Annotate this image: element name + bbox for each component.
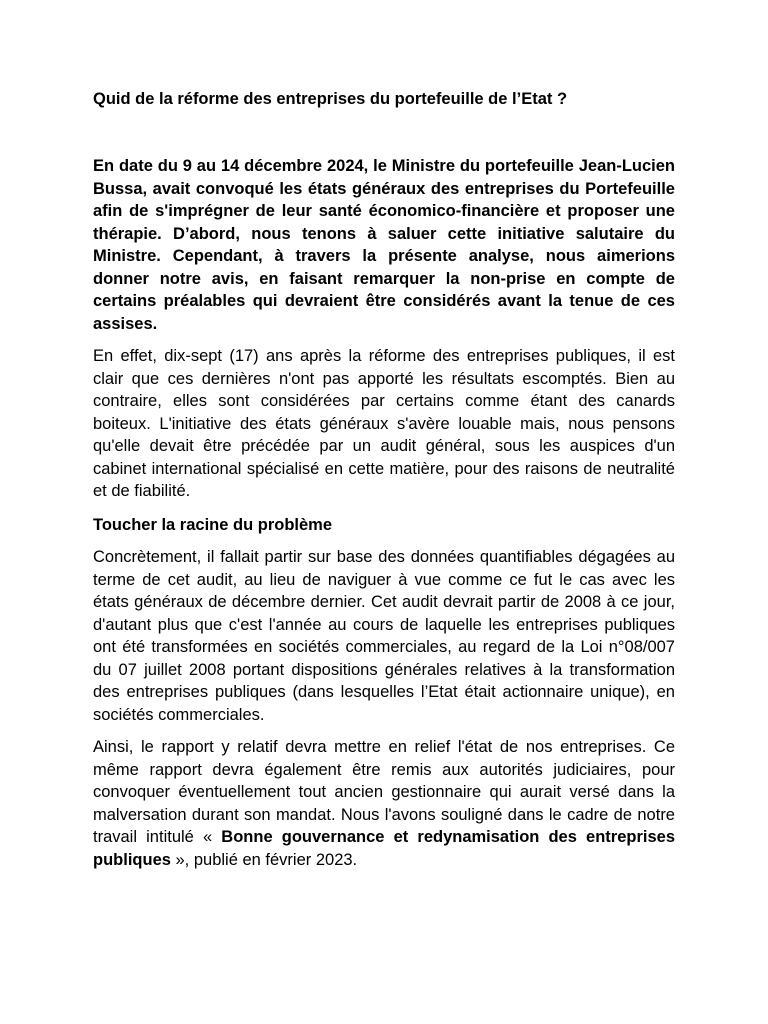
paragraph-2: Concrètement, il fallait partir sur base des données quantifiables dégagées au terme de cet audit, au lieu de naviguer à vue comme ce fut le cas avec les états généraux de décembre dernier. Cet audit devrait partir de 2008 à ce jour, d'autant plus que c'est l'année au cours de laquelle les entreprises publiques ont été transformées en sociétés commerciales, au regard de la Loi n°08/007 du 07 juillet 2008 portant dispositions générales relatives à la transformation des entreprises publiques (dans lesquelles l’Etat était actionnaire unique), en sociétés commerciales. [93, 548, 675, 724]
paragraph-1: En effet, dix-sept (17) ans après la réforme des entreprises publiques, il est clair que ces dernières n'ont pas apporté les résultats escomptés. Bien au contraire, elles sont considérées par certains comme étant des canards boiteux. L'initiative des états généraux s'avère louable mais, nous pensons qu'elle devait être précédée par un audit général, sous les auspices d'un cabinet international spécialisé en cette matière, pour des raisons de neutralité et de fiabilité. [93, 347, 675, 500]
intro-paragraph: En date du 9 au 14 décembre 2024, le Ministre du portefeuille Jean-Lucien Bussa, avait convoqué les états généraux des entreprises du Portefeuille afin de s'imprégner de leur santé économico-financière et proposer une thérapie. D’abord, nous tenons à saluer cette initiative salutaire du Ministre. Cependant, à travers la présente analyse, nous aimerions donner notre avis, en faisant remarquer la non-prise en compte de certains préalables qui devraient être considérés avant la tenue de ces assises. [93, 157, 675, 333]
paragraph-3-start: Ainsi, le rapport y relatif devra mettre en relief l'état de nos entreprises. Ce même rapport devra également être remis aux autorités judiciaires, pour convoquer éventuellement tout ancien gestionnaire qui aurait versé dans la malversation durant son mandat. Nous l'avons souligné dans le cadre de notre travail intitulé « [93, 738, 675, 846]
paragraph-3-end: », publié en février 2023. [170, 850, 358, 869]
document-page [93, 88, 675, 871]
paragraph-3 [93, 736, 675, 871]
document-title: Quid de la réforme des entreprises du portefeuille de l’Etat ? [93, 90, 568, 108]
paragraph-3-work-title: Bonne gouvernance et redynamisation des entreprises publiques [93, 828, 676, 869]
section-subheading: Toucher la racine du problème [93, 515, 333, 534]
